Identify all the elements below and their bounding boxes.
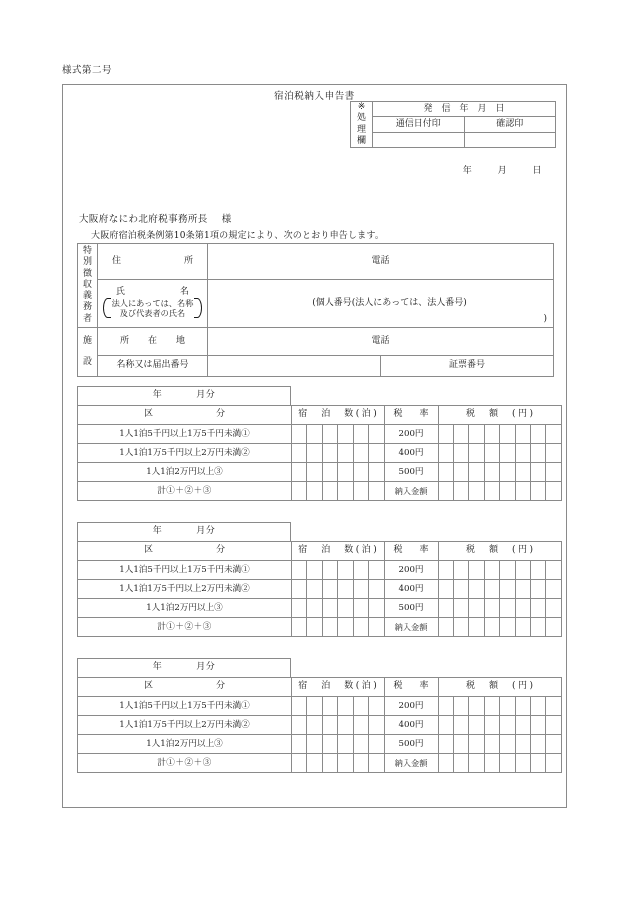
amount-cell-2-1-4[interactable] — [500, 580, 515, 599]
amount-cell-1-3-5[interactable] — [515, 482, 530, 501]
category-label-3-0: 1人1泊5千円以上1万5千円未満① — [78, 697, 292, 716]
facility-label-char-1: 設 — [82, 357, 92, 367]
amount-cell-2-3-6[interactable] — [531, 618, 546, 637]
amount-cell-2-3-1[interactable] — [453, 618, 468, 637]
amount-cell-3-0-1[interactable] — [453, 697, 468, 716]
statute-sentence: 大阪府宿泊税条例第10条第1項の規定により、次のとおり申告します。 — [91, 231, 385, 241]
nights-cell-3-0-3[interactable] — [338, 697, 353, 716]
rate-label-1-3: 納入金額 — [384, 482, 438, 501]
nights-cell-1-1-5[interactable] — [369, 444, 384, 463]
nights-cell-2-0-2[interactable] — [322, 561, 337, 580]
payer-name-label-note — [103, 298, 203, 318]
nights-cell-1-1-2[interactable] — [322, 444, 337, 463]
postmark-header: 通信日付印 — [373, 117, 465, 132]
header-amount-2: 税 額 (円) — [438, 542, 561, 561]
amount-cell-1-1-6[interactable] — [531, 444, 546, 463]
rate-label-1-1: 400円 — [384, 444, 438, 463]
nights-cell-2-0-4[interactable] — [353, 561, 368, 580]
nights-cell-2-2-5[interactable] — [369, 599, 384, 618]
nights-cell-1-0-4[interactable] — [353, 425, 368, 444]
amount-cell-3-3-5[interactable] — [515, 754, 530, 773]
payer-name-and-mynumber-input[interactable] — [208, 280, 554, 328]
payer-label-char-6: 者 — [82, 313, 92, 324]
nights-cell-2-3-0[interactable] — [292, 618, 307, 637]
processing-box-vertical-label — [351, 102, 373, 148]
proc-label-char-1: 処 — [356, 113, 366, 124]
amount-cell-3-1-2[interactable] — [469, 716, 484, 735]
nights-cell-2-2-0[interactable] — [292, 599, 307, 618]
amount-cell-1-3-4[interactable] — [500, 482, 515, 501]
amount-cell-1-0-7[interactable] — [546, 425, 562, 444]
header-nights-3: 宿 泊 数(泊) — [292, 678, 385, 697]
payer-label-char-4: 義 — [82, 291, 92, 302]
amount-cell-3-3-6[interactable] — [531, 754, 546, 773]
filing-date-line — [463, 163, 542, 176]
amount-cell-2-0-5[interactable] — [515, 561, 530, 580]
amount-cell-3-2-0[interactable] — [438, 735, 453, 754]
amount-cell-2-2-4[interactable] — [500, 599, 515, 618]
payer-name-label — [98, 280, 208, 328]
amount-cell-1-0-3[interactable] — [484, 425, 499, 444]
amount-cell-3-3-4[interactable] — [500, 754, 515, 773]
amount-cell-2-2-7[interactable] — [546, 599, 562, 618]
rate-label-1-0: 200円 — [384, 425, 438, 444]
month-year-label-2: 年 — [152, 526, 163, 537]
nights-cell-1-3-1[interactable] — [307, 482, 322, 501]
facility-location-label: 所 在 地 — [98, 328, 208, 356]
tax-calculation-block-2 — [77, 522, 562, 637]
nights-cell-3-2-3[interactable] — [338, 735, 353, 754]
nights-cell-1-0-3[interactable] — [338, 425, 353, 444]
filing-date-day: 日 — [532, 166, 542, 176]
nights-cell-2-2-3[interactable] — [338, 599, 353, 618]
mynumber-hint-text: (個人番号(法人にあっては、法人番号) — [312, 297, 467, 308]
nights-cell-2-1-2[interactable] — [322, 580, 337, 599]
month-year-label-3: 年 — [152, 662, 163, 673]
month-suffix-label-1: 月分 — [196, 390, 216, 401]
amount-cell-2-0-2[interactable] — [469, 561, 484, 580]
addressee-office: 大阪府なにわ北府税事務所長 — [79, 214, 208, 225]
nights-cell-2-1-3[interactable] — [338, 580, 353, 599]
nights-cell-1-0-0[interactable] — [292, 425, 307, 444]
amount-cell-1-3-2[interactable] — [469, 482, 484, 501]
nights-cell-2-1-5[interactable] — [369, 580, 384, 599]
amount-cell-1-0-6[interactable] — [531, 425, 546, 444]
amount-cell-3-1-0[interactable] — [438, 716, 453, 735]
amount-cell-3-1-3[interactable] — [484, 716, 499, 735]
amount-cell-2-1-7[interactable] — [546, 580, 562, 599]
nights-cell-1-3-5[interactable] — [369, 482, 384, 501]
nights-cell-2-1-4[interactable] — [353, 580, 368, 599]
amount-cell-3-3-3[interactable] — [484, 754, 499, 773]
amount-cell-1-1-0[interactable] — [438, 444, 453, 463]
table-row — [78, 425, 562, 444]
amount-cell-3-3-0[interactable] — [438, 754, 453, 773]
nights-cell-3-0-4[interactable] — [353, 697, 368, 716]
nights-cell-1-2-5[interactable] — [369, 463, 384, 482]
nights-cell-3-3-4[interactable] — [353, 754, 368, 773]
month-header-row-2 — [77, 522, 291, 542]
payer-label-char-3: 収 — [82, 279, 92, 290]
proc-label-char-2: 理 — [356, 124, 366, 135]
nights-cell-3-0-1[interactable] — [307, 697, 322, 716]
filing-date-year: 年 — [462, 166, 473, 176]
amount-cell-2-1-5[interactable] — [515, 580, 530, 599]
nights-cell-2-3-3[interactable] — [338, 618, 353, 637]
amount-cell-1-0-4[interactable] — [500, 425, 515, 444]
nights-cell-1-2-1[interactable] — [307, 463, 322, 482]
month-header-cell-3[interactable] — [78, 659, 291, 678]
header-rate-3: 税 率 — [384, 678, 438, 697]
amount-cell-2-0-4[interactable] — [500, 561, 515, 580]
nights-cell-2-1-1[interactable] — [307, 580, 322, 599]
nights-cell-3-1-3[interactable] — [338, 716, 353, 735]
table-row — [78, 618, 562, 637]
payer-address-input[interactable]: 電話 — [208, 244, 554, 280]
amount-cell-3-2-4[interactable] — [500, 735, 515, 754]
month-header-row-1 — [77, 386, 291, 406]
category-label-2-2: 1人1泊2万円以上③ — [78, 599, 292, 618]
payer-label-char-5: 務 — [82, 302, 92, 313]
amount-cell-2-1-2[interactable] — [469, 580, 484, 599]
amount-cell-3-2-5[interactable] — [515, 735, 530, 754]
month-header-row-3 — [77, 658, 291, 678]
amount-cell-1-0-2[interactable] — [469, 425, 484, 444]
category-label-1-2: 1人1泊2万円以上③ — [78, 463, 292, 482]
header-nights-2: 宿 泊 数(泊) — [292, 542, 385, 561]
nights-cell-2-0-1[interactable] — [307, 561, 322, 580]
category-label-3-3: 計①＋②＋③ — [78, 754, 292, 773]
postmark-input-cell[interactable] — [373, 132, 465, 147]
amount-cell-3-0-7[interactable] — [546, 697, 562, 716]
form-page-frame — [62, 84, 567, 808]
header-category-2: 区 分 — [78, 542, 292, 561]
table-row — [78, 482, 562, 501]
rate-label-2-1: 400円 — [384, 580, 438, 599]
amount-cell-2-1-6[interactable] — [531, 580, 546, 599]
category-label-2-1: 1人1泊1万5千円以上2万円未満② — [78, 580, 292, 599]
amount-cell-3-1-5[interactable] — [515, 716, 530, 735]
payer-label-char-2: 徴 — [82, 268, 92, 279]
confirm-stamp-input-cell[interactable] — [464, 132, 556, 147]
amount-cell-1-1-1[interactable] — [453, 444, 468, 463]
amount-cell-1-1-2[interactable] — [469, 444, 484, 463]
tax-calculation-table-1 — [77, 405, 562, 501]
amount-cell-1-2-2[interactable] — [469, 463, 484, 482]
nights-cell-1-0-1[interactable] — [307, 425, 322, 444]
amount-cell-1-2-1[interactable] — [453, 463, 468, 482]
facility-vertical-label — [78, 328, 98, 377]
form-number: 様式第二号 — [62, 65, 113, 76]
amount-cell-2-1-3[interactable] — [484, 580, 499, 599]
amount-cell-3-2-7[interactable] — [546, 735, 562, 754]
mynumber-hint-close-paren: ) — [543, 313, 547, 324]
nights-cell-3-1-5[interactable] — [369, 716, 384, 735]
payer-label-char-1: 別 — [82, 257, 92, 268]
amount-cell-1-2-7[interactable] — [546, 463, 562, 482]
category-label-3-2: 1人1泊2万円以上③ — [78, 735, 292, 754]
nights-cell-2-3-1[interactable] — [307, 618, 322, 637]
header-nights-1: 宿 泊 数(泊) — [292, 406, 385, 425]
payer-name-note-line2: 及び代表者の氏名 — [119, 308, 186, 318]
rate-label-3-2: 500円 — [384, 735, 438, 754]
nights-cell-1-2-3[interactable] — [338, 463, 353, 482]
category-label-2-3: 計①＋②＋③ — [78, 618, 292, 637]
amount-cell-2-0-3[interactable] — [484, 561, 499, 580]
table-header-row — [78, 542, 562, 561]
nights-cell-1-2-0[interactable] — [292, 463, 307, 482]
nights-cell-2-0-5[interactable] — [369, 561, 384, 580]
nights-cell-3-3-5[interactable] — [369, 754, 384, 773]
rate-label-3-1: 400円 — [384, 716, 438, 735]
nights-cell-1-1-4[interactable] — [353, 444, 368, 463]
certificate-number-label: 証票番号 — [381, 356, 554, 377]
amount-cell-1-2-4[interactable] — [500, 463, 515, 482]
amount-cell-3-3-1[interactable] — [453, 754, 468, 773]
amount-cell-2-2-5[interactable] — [515, 599, 530, 618]
amount-cell-1-2-0[interactable] — [438, 463, 453, 482]
amount-cell-1-2-6[interactable] — [531, 463, 546, 482]
amount-cell-2-3-3[interactable] — [484, 618, 499, 637]
payer-vertical-label — [78, 244, 98, 328]
addressee-honorific: 様 — [221, 214, 232, 225]
tax-calculation-table-3 — [77, 677, 562, 773]
nights-cell-3-1-4[interactable] — [353, 716, 368, 735]
amount-cell-2-2-1[interactable] — [453, 599, 468, 618]
amount-cell-2-0-0[interactable] — [438, 561, 453, 580]
rate-label-3-0: 200円 — [384, 697, 438, 716]
nights-cell-1-2-2[interactable] — [322, 463, 337, 482]
tax-calculation-table-2 — [77, 541, 562, 637]
table-row — [78, 697, 562, 716]
category-label-1-1: 1人1泊1万5千円以上2万円未満② — [78, 444, 292, 463]
payer-name-label-main: 氏 名 — [115, 286, 196, 297]
rate-label-2-2: 500円 — [384, 599, 438, 618]
nights-cell-1-0-5[interactable] — [369, 425, 384, 444]
payer-label-char-0: 特 — [82, 246, 92, 257]
header-category-1: 区 分 — [78, 406, 292, 425]
proc-label-char-3: 欄 — [356, 135, 366, 146]
rate-label-1-2: 500円 — [384, 463, 438, 482]
nights-cell-3-3-1[interactable] — [307, 754, 322, 773]
amount-cell-2-3-7[interactable] — [546, 618, 562, 637]
payer-address-label: 住 所 — [98, 244, 208, 280]
header-rate-1: 税 率 — [384, 406, 438, 425]
nights-cell-3-1-1[interactable] — [307, 716, 322, 735]
header-amount-3: 税 額 (円) — [438, 678, 561, 697]
nights-cell-2-3-5[interactable] — [369, 618, 384, 637]
table-row — [78, 444, 562, 463]
header-rate-2: 税 率 — [384, 542, 438, 561]
amount-cell-3-3-7[interactable] — [546, 754, 562, 773]
nights-cell-2-1-0[interactable] — [292, 580, 307, 599]
amount-cell-2-1-0[interactable] — [438, 580, 453, 599]
table-row — [78, 716, 562, 735]
table-header-row — [78, 678, 562, 697]
header-amount-1: 税 額 (円) — [438, 406, 561, 425]
nights-cell-3-2-1[interactable] — [307, 735, 322, 754]
amount-cell-1-0-5[interactable] — [515, 425, 530, 444]
nights-cell-3-3-2[interactable] — [322, 754, 337, 773]
amount-cell-2-2-2[interactable] — [469, 599, 484, 618]
nights-cell-3-1-2[interactable] — [322, 716, 337, 735]
amount-cell-3-1-7[interactable] — [546, 716, 562, 735]
nights-cell-2-2-1[interactable] — [307, 599, 322, 618]
send-date-header: 発 信 年 月 日 — [373, 102, 556, 117]
month-year-label-1: 年 — [152, 390, 163, 401]
amount-cell-3-2-3[interactable] — [484, 735, 499, 754]
amount-cell-3-0-5[interactable] — [515, 697, 530, 716]
nights-cell-3-1-0[interactable] — [292, 716, 307, 735]
category-label-1-3: 計①＋②＋③ — [78, 482, 292, 501]
amount-cell-1-3-6[interactable] — [531, 482, 546, 501]
amount-cell-3-1-4[interactable] — [500, 716, 515, 735]
table-header-row — [78, 406, 562, 425]
nights-cell-1-1-0[interactable] — [292, 444, 307, 463]
nights-cell-2-0-3[interactable] — [338, 561, 353, 580]
amount-cell-3-1-6[interactable] — [531, 716, 546, 735]
category-label-3-1: 1人1泊1万5千円以上2万円未満② — [78, 716, 292, 735]
payer-name-note-line1: 法人にあっては、名称 — [111, 298, 194, 308]
amount-cell-1-3-3[interactable] — [484, 482, 499, 501]
amount-cell-1-0-1[interactable] — [453, 425, 468, 444]
filing-date-month: 月 — [497, 166, 508, 176]
amount-cell-1-1-4[interactable] — [500, 444, 515, 463]
tax-calculation-block-1 — [77, 386, 562, 501]
amount-cell-2-0-7[interactable] — [546, 561, 562, 580]
document-title: 宿泊税納入申告書 — [274, 91, 355, 102]
nights-cell-1-1-3[interactable] — [338, 444, 353, 463]
table-row — [78, 754, 562, 773]
amount-cell-3-0-3[interactable] — [484, 697, 499, 716]
amount-cell-1-3-7[interactable] — [546, 482, 562, 501]
amount-cell-3-0-2[interactable] — [469, 697, 484, 716]
nights-cell-1-1-1[interactable] — [307, 444, 322, 463]
nights-cell-3-3-3[interactable] — [338, 754, 353, 773]
amount-cell-1-3-1[interactable] — [453, 482, 468, 501]
amount-cell-2-0-6[interactable] — [531, 561, 546, 580]
amount-cell-3-3-2[interactable] — [469, 754, 484, 773]
category-label-1-0: 1人1泊5千円以上1万5千円未満① — [78, 425, 292, 444]
tax-calculation-block-3 — [77, 658, 562, 773]
nights-cell-3-0-5[interactable] — [369, 697, 384, 716]
payer-and-facility-table — [77, 243, 554, 377]
facility-label-char-0: 施 — [82, 335, 92, 346]
proc-label-char-0: ※ — [357, 102, 366, 112]
month-suffix-label-3: 月分 — [196, 662, 216, 673]
amount-cell-3-2-2[interactable] — [469, 735, 484, 754]
table-row — [78, 463, 562, 482]
amount-cell-1-2-3[interactable] — [484, 463, 499, 482]
nights-cell-2-2-4[interactable] — [353, 599, 368, 618]
amount-cell-2-3-0[interactable] — [438, 618, 453, 637]
nights-cell-3-0-0[interactable] — [292, 697, 307, 716]
rate-label-3-3: 納入金額 — [384, 754, 438, 773]
nights-cell-1-3-2[interactable] — [322, 482, 337, 501]
amount-cell-2-3-2[interactable] — [469, 618, 484, 637]
nights-cell-2-3-2[interactable] — [322, 618, 337, 637]
facility-name-input[interactable] — [208, 356, 381, 377]
amount-cell-2-0-1[interactable] — [453, 561, 468, 580]
amount-cell-1-1-5[interactable] — [515, 444, 530, 463]
nights-cell-2-2-2[interactable] — [322, 599, 337, 618]
nights-cell-1-2-4[interactable] — [353, 463, 368, 482]
amount-cell-1-3-0[interactable] — [438, 482, 453, 501]
nights-cell-3-2-5[interactable] — [369, 735, 384, 754]
amount-cell-3-1-1[interactable] — [453, 716, 468, 735]
addressee-line — [79, 211, 232, 225]
nights-cell-3-2-4[interactable] — [353, 735, 368, 754]
nights-cell-3-3-0[interactable] — [292, 754, 307, 773]
table-row — [78, 580, 562, 599]
table-row — [78, 735, 562, 754]
amount-cell-2-1-1[interactable] — [453, 580, 468, 599]
rate-label-2-0: 200円 — [384, 561, 438, 580]
amount-cell-3-0-6[interactable] — [531, 697, 546, 716]
amount-cell-2-2-6[interactable] — [531, 599, 546, 618]
amount-cell-3-2-6[interactable] — [531, 735, 546, 754]
processing-box — [350, 101, 556, 148]
nights-cell-1-0-2[interactable] — [322, 425, 337, 444]
nights-cell-1-3-3[interactable] — [338, 482, 353, 501]
amount-cell-3-0-4[interactable] — [500, 697, 515, 716]
facility-name-label: 名称又は届出番号 — [98, 356, 208, 377]
facility-location-input[interactable]: 電話 — [208, 328, 554, 356]
nights-cell-3-0-2[interactable] — [322, 697, 337, 716]
table-row — [78, 561, 562, 580]
nights-cell-2-3-4[interactable] — [353, 618, 368, 637]
amount-cell-2-3-5[interactable] — [515, 618, 530, 637]
nights-cell-1-3-4[interactable] — [353, 482, 368, 501]
table-row — [78, 599, 562, 618]
nights-cell-1-3-0[interactable] — [292, 482, 307, 501]
nights-cell-3-2-2[interactable] — [322, 735, 337, 754]
confirm-stamp-header: 確認印 — [464, 117, 556, 132]
amount-cell-1-0-0[interactable] — [438, 425, 453, 444]
category-label-2-0: 1人1泊5千円以上1万5千円未満① — [78, 561, 292, 580]
header-category-3: 区 分 — [78, 678, 292, 697]
nights-cell-2-0-0[interactable] — [292, 561, 307, 580]
amount-cell-2-2-3[interactable] — [484, 599, 499, 618]
amount-cell-2-3-4[interactable] — [500, 618, 515, 637]
month-suffix-label-2: 月分 — [196, 526, 216, 537]
amount-cell-1-2-5[interactable] — [515, 463, 530, 482]
amount-cell-1-1-7[interactable] — [546, 444, 562, 463]
amount-cell-3-2-1[interactable] — [453, 735, 468, 754]
month-header-cell-2[interactable] — [78, 523, 291, 542]
amount-cell-3-0-0[interactable] — [438, 697, 453, 716]
rate-label-2-3: 納入金額 — [384, 618, 438, 637]
amount-cell-2-2-0[interactable] — [438, 599, 453, 618]
amount-cell-1-1-3[interactable] — [484, 444, 499, 463]
nights-cell-3-2-0[interactable] — [292, 735, 307, 754]
month-header-cell-1[interactable] — [78, 387, 291, 406]
